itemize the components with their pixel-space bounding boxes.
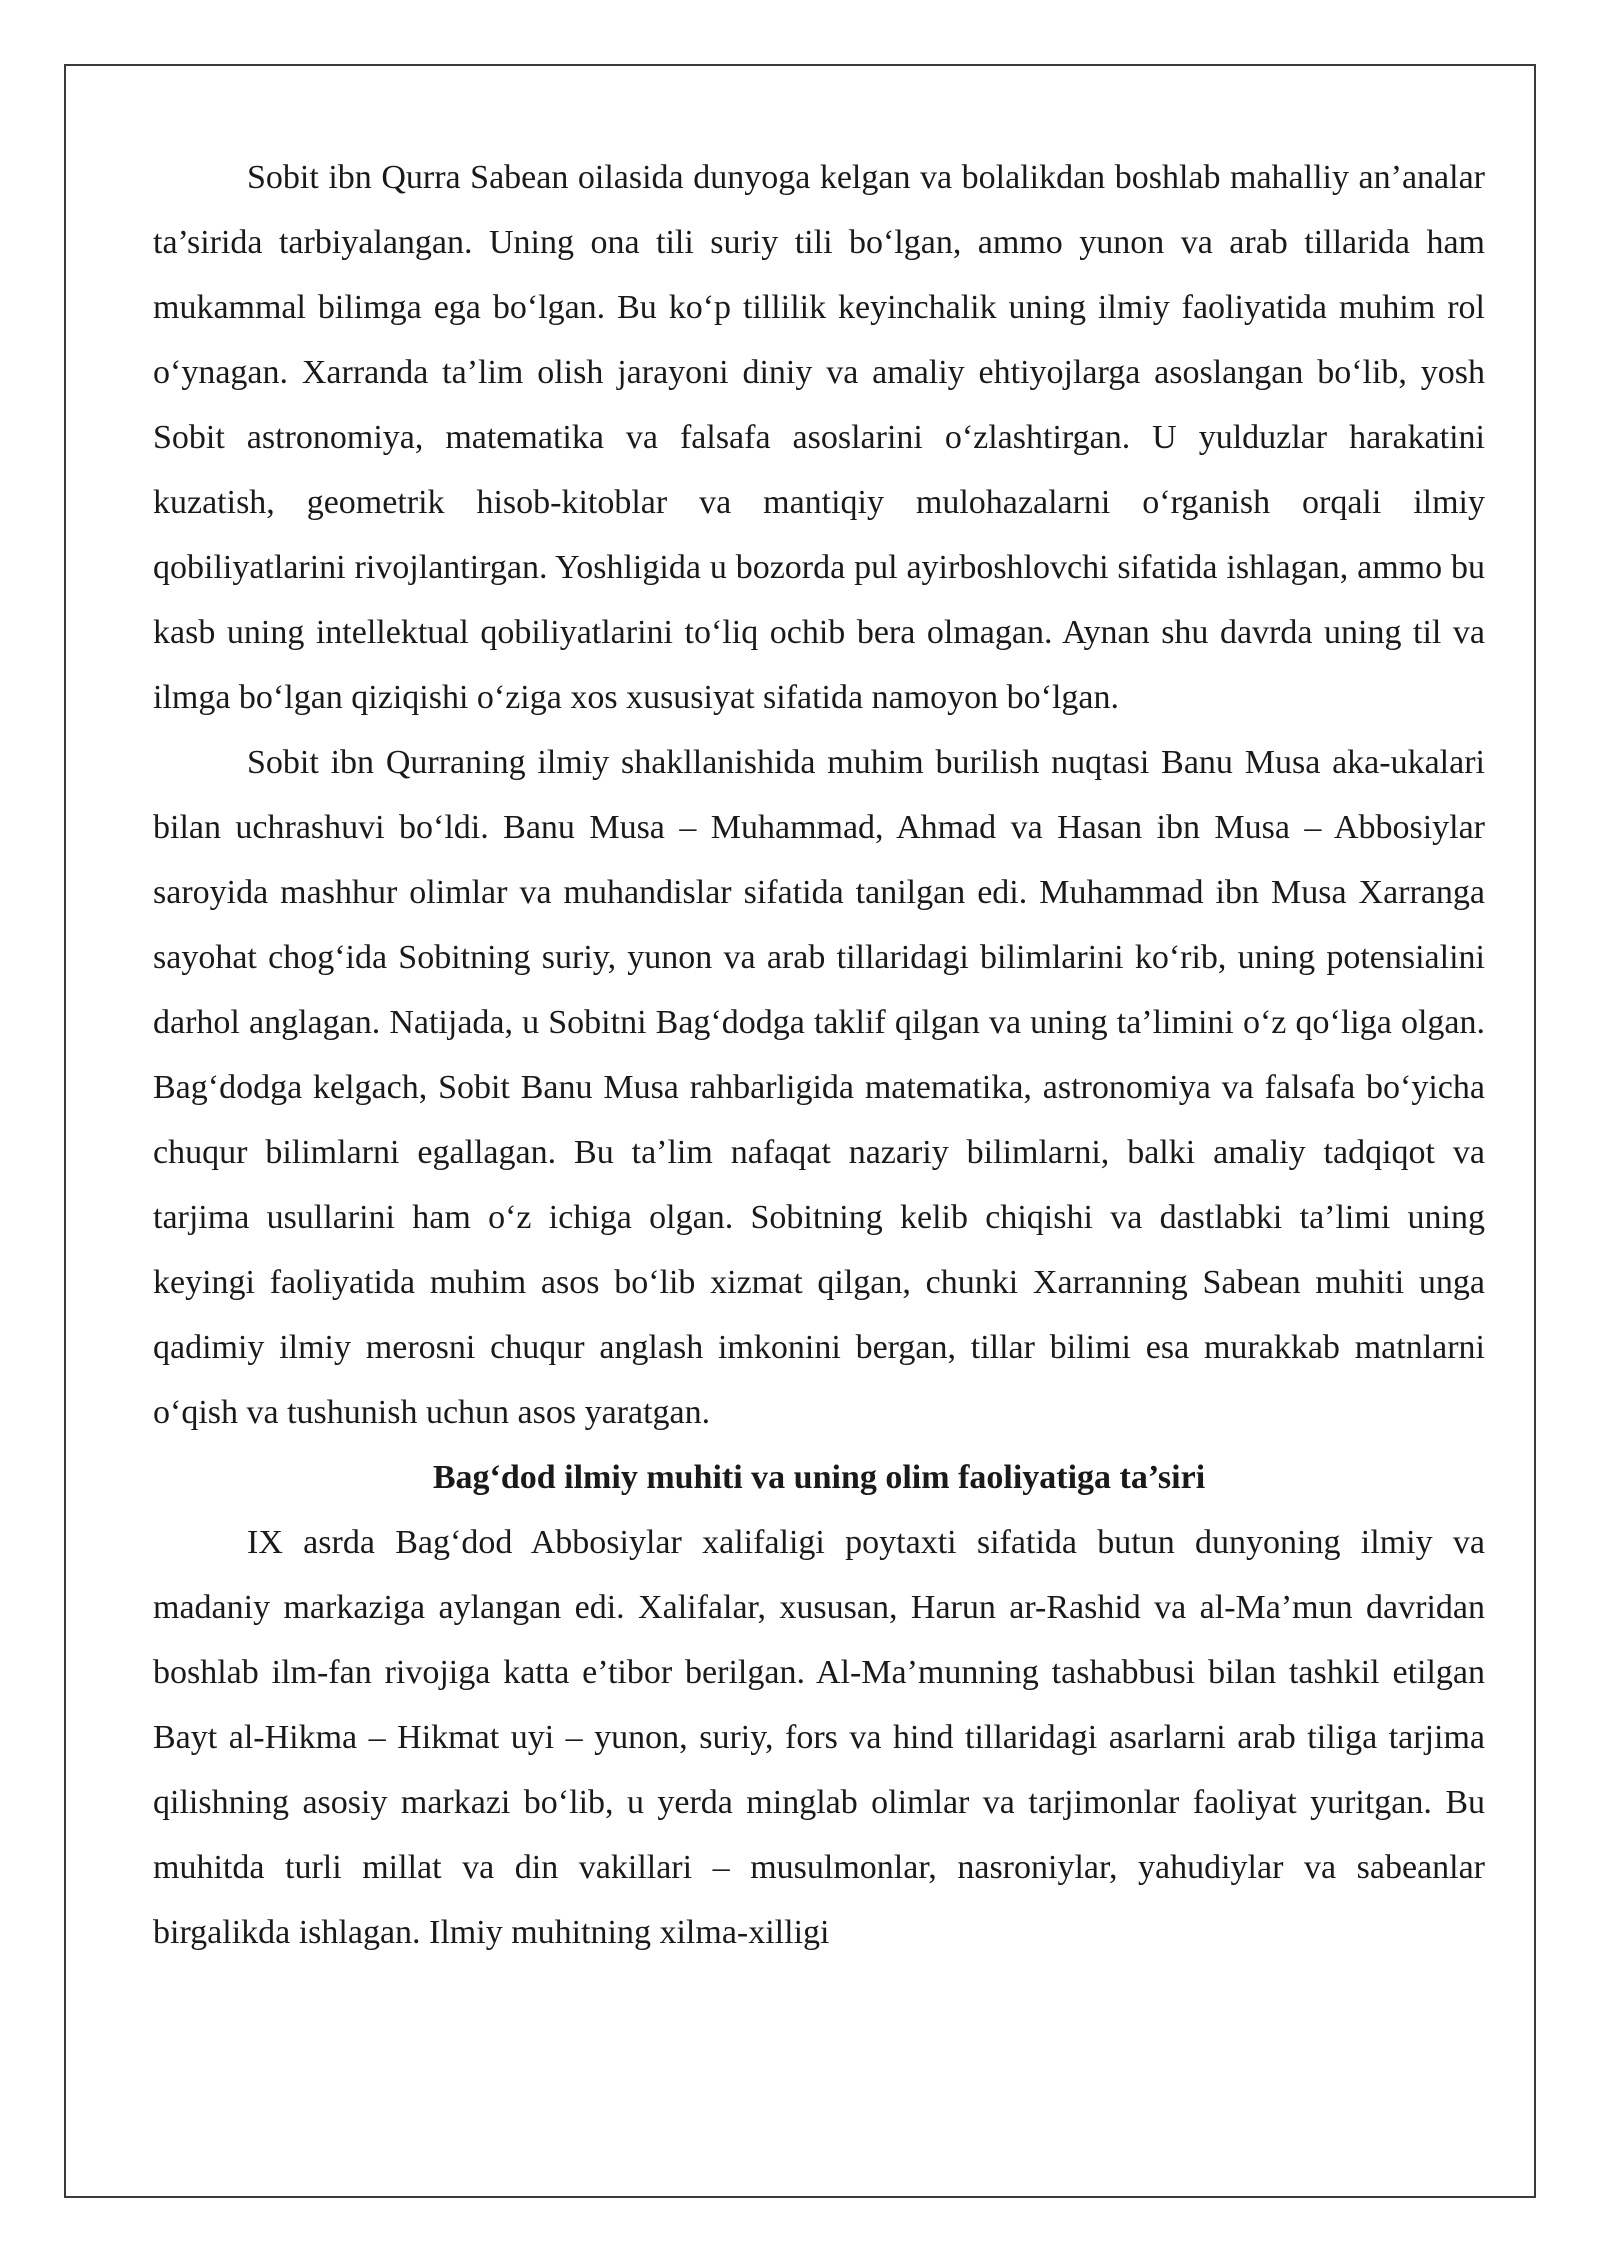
paragraph-banu-musa: Sobit ibn Qurraning ilmiy shakllanishida muhim burilish nuqtasi Banu Musa aka-ukalari bilan uchrashuvi bo‘ldi. Banu Musa – Muhammad, Ahmad va Hasan ibn Musa – Abbosiylar saroyida mashhur olimlar va muhandislar sifatida tanilgan edi. Muhammad ibn Musa Xarranga sayohat chog‘ida Sobitning suriy, yunon va arab tillaridagi bilimlarini ko‘rib, uning potensialini darhol anglagan. Natijada, u Sobitni Bag‘dodga taklif qilgan va uning ta’limini o‘z qo‘liga olgan. Bag‘dodga kelgach, Sobit Banu Musa rahbarligida matematika, astronomiya va falsafa bo‘yicha chuqur bilimlarni egallagan. Bu ta’lim nafaqat nazariy bilimlarni, balki amaliy tadqiqot va tarjima usullarini ham o‘z ichiga olgan. Sobitning kelib chiqishi va dastlabki ta’limi uning keyingi faoliyatida muhim asos bo‘lib xizmat qilgan, chunki Xarranning Sabean muhiti unga qadimiy ilmiy merosni chuqur anglash imkonini bergan, tillar bilimi esa murakkab matnlarni o‘qish va tushunish uchun asos yaratgan. <box>153 744 1485 1431</box>
document-body <box>153 145 1485 1965</box>
paragraph-baghdad: IX asrda Bag‘dod Abbosiylar xalifaligi poytaxti sifatida butun dunyoning ilmiy va madaniy markaziga aylangan edi. Xalifalar, xususan, Harun ar-Rashid va al-Ma’mun davridan boshlab ilm-fan rivojiga katta e’tibor berilgan. Al-Ma’munning tashabbusi bilan tashkil etilgan Bayt al-Hikma – Hikmat uyi – yunon, suriy, fors va hind tillaridagi asarlarni arab tiliga tarjima qilishning asosiy markazi bo‘lib, u yerda minglab olimlar va tarjimonlar faoliyat yuritgan. Bu muhitda turli millat va din vakillari – musulmonlar, nasroniylar, yahudiylar va sabeanlar birgalikda ishlagan. Ilmiy muhitning xilma-xilligi <box>153 1524 1485 1951</box>
paragraph-early-life: Sobit ibn Qurra Sabean oilasida dunyoga kelgan va bolalikdan boshlab mahalliy an’analar ta’sirida tarbiyalangan. Uning ona tili suriy tili bo‘lgan, ammo yunon va arab tillarida ham mukammal bilimga ega bo‘lgan. Bu ko‘p tillilik keyinchalik uning ilmiy faoliyatida muhim rol o‘ynagan. Xarranda ta’lim olish jarayoni diniy va amaliy ehtiyojlarga asoslangan bo‘lib, yosh Sobit astronomiya, matematika va falsafa asoslarini o‘zlashtirgan. U yulduzlar harakatini kuzatish, geometrik hisob-kitoblar va mantiqiy mulohazalarni o‘rganish orqali ilmiy qobiliyatlarini rivojlantirgan. Yoshligida u bozorda pul ayirboshlovchi sifatida ishlagan, ammo bu kasb uning intellektual qobiliyatlarini to‘liq ochib bera olmagan. Aynan shu davrda uning til va ilmga bo‘lgan qiziqishi o‘ziga xos xususiyat sifatida namoyon bo‘lgan. <box>153 159 1485 716</box>
section-heading: Bag‘dod ilmiy muhiti va uning olim faoliyatiga ta’siri <box>432 1459 1206 1496</box>
